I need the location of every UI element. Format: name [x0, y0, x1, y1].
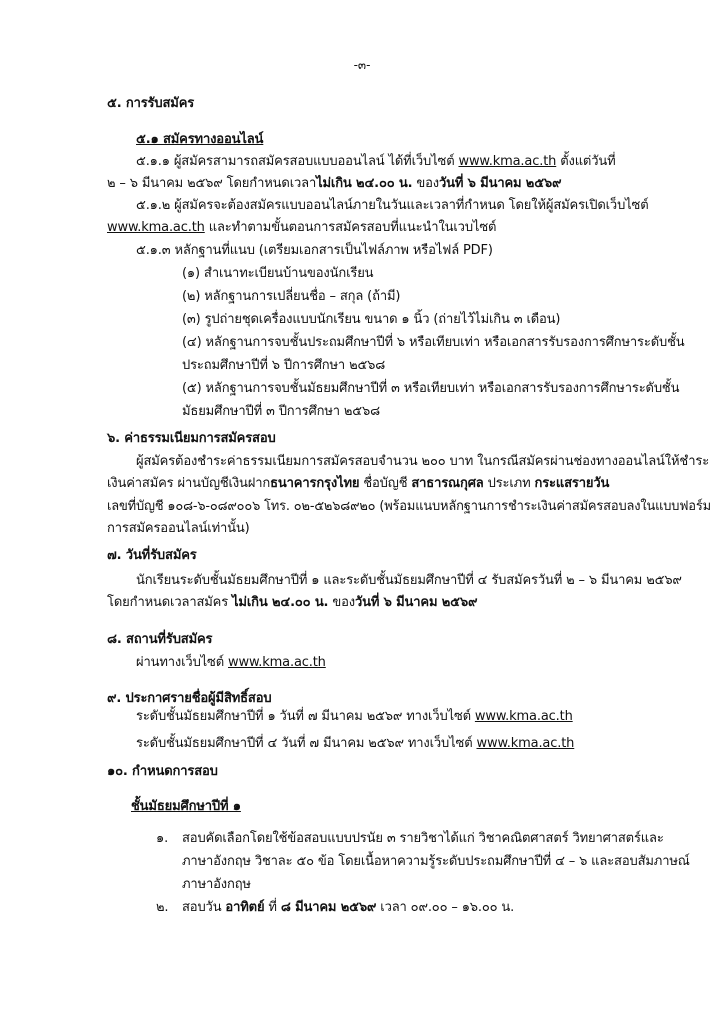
exam-time: เวลา ๐๙.๐๐ – ๑๖.๐๐ น.: [376, 900, 515, 915]
website-link[interactable]: www.kma.ac.th: [228, 655, 326, 670]
exam-item-1-cont-2: ภาษาอังกฤษ: [182, 877, 251, 892]
fee-line-3: เลขที่บัญชี ๑๐๘-๖-๐๘๙๐๐๖ โทร. ๐๒-๕๒๖๘๙๒๐ (พร้อมแนบหลักฐานการชำระเงินค่าสมัครสอบลงในแบบฟอร์ม: [107, 499, 711, 514]
announce-line-1: [136, 708, 573, 725]
item-5-1-1-text-end: ตั้งแต่วันที่: [556, 154, 616, 169]
website-link[interactable]: www.kma.ac.th: [476, 736, 575, 751]
doc-4: (๔) หลักฐานการจบชั้นประถมศึกษาปีที่ ๖ หรือเทียบเท่า หรือเอกสารรับรองการศึกษาระดับชั้น: [182, 335, 685, 350]
exam-item-1: สอบคัดเลือกโดยใช้ข้อสอบแบบปรนัย ๓ รายวิชาได้แก่ วิชาคณิตศาสตร์ วิทยาศาสตร์และ: [182, 831, 664, 846]
exam-item-1-number: ๑.: [156, 831, 169, 846]
section-5-heading: ๕. การรับสมัคร: [107, 96, 195, 111]
apply-date-line-2: [107, 594, 477, 611]
section-5-1-heading: ๕.๑ สมัครทางออนไลน์: [136, 132, 264, 147]
deadline-date: วันที่ ๖ มีนาคม ๒๕๖๙: [439, 176, 562, 191]
exam-date: ๘ มีนาคม ๒๕๖๙: [280, 900, 377, 915]
exam-item-2: [182, 899, 514, 916]
section-9-heading: ๙. ประกาศรายชื่อผู้มีสิทธิ์สอบ: [107, 691, 272, 706]
doc-5-cont: มัธยมศึกษาปีที่ ๓ ปีการศึกษา ๒๕๖๘: [182, 404, 380, 419]
account-name: สาธารณกุศล: [411, 476, 484, 491]
text: ของ: [412, 176, 439, 191]
website-link[interactable]: www.kma.ac.th: [458, 154, 557, 169]
page-number: -๓-: [353, 58, 371, 72]
website-link[interactable]: www.kma.ac.th: [474, 709, 573, 724]
text: ผ่านทางเว็บไซต์: [136, 655, 229, 670]
apply-place-line: [136, 654, 326, 671]
doc-4-cont: ประถมศึกษาปีที่ ๖ ปีการศึกษา ๒๕๖๘: [182, 358, 386, 373]
grade-7-heading: ชั้นมัธยมศึกษาปีที่ ๑: [131, 799, 241, 814]
item-5-1-2-cont: [107, 219, 496, 236]
text: เงินค่าสมัคร ผ่านบัญชีเงินฝาก: [107, 476, 271, 491]
section-6-heading: ๖. ค่าธรรมเนียมการสมัครสอบ: [107, 431, 276, 446]
fee-line-4: การสมัครออนไลน์เท่านั้น): [107, 521, 250, 536]
section-7-heading: ๗. วันที่รับสมัคร: [107, 548, 197, 563]
item-5-1-1: [136, 153, 616, 170]
doc-5: (๕) หลักฐานการจบชั้นมัธยมศึกษาปีที่ ๓ หรือเทียบเท่า หรือเอกสารรับรองการศึกษาระดับชั้น: [182, 381, 680, 396]
item-5-1-1-cont: [107, 175, 561, 192]
exam-item-2-number: ๒.: [156, 900, 169, 915]
text: ประเภท: [483, 476, 535, 491]
deadline-time: ไม่เกิน ๒๔.๐๐ น.: [232, 595, 329, 610]
fee-line-2: [107, 475, 609, 492]
text: สอบวัน: [182, 900, 226, 915]
text: โดยกำหนดเวลาสมัคร: [107, 595, 233, 610]
text: ที่: [264, 900, 281, 915]
section-10-heading: ๑๐. กำหนดการสอบ: [107, 764, 218, 779]
item-5-1-3: ๕.๑.๓ หลักฐานที่แนบ (เตรียมเอกสารเป็นไฟล์ภาพ หรือไฟล์ PDF): [136, 243, 493, 258]
item-5-1-2: ๕.๑.๒ ผู้สมัครจะต้องสมัครแบบออนไลน์ภายในวันและเวลาที่กำหนด โดยให้ผู้สมัครเปิดเว็บไซต์: [136, 198, 649, 213]
doc-1: (๑) สำเนาทะเบียนบ้านของนักเรียน: [182, 266, 374, 281]
text: ระดับชั้นมัธยมศึกษาปีที่ ๔ วันที่ ๗ มีนาคม ๒๕๖๙ ทางเว็บไซต์: [136, 736, 477, 751]
doc-2: (๒) หลักฐานการเปลี่ยนชื่อ – สกุล (ถ้ามี): [182, 289, 401, 304]
text: ของ: [328, 595, 355, 610]
doc-3: (๓) รูปถ่ายชุดเครื่องแบบนักเรียน ขนาด ๑ นิ้ว (ถ่ายไว้ไม่เกิน ๓ เดือน): [182, 312, 561, 327]
deadline-time: ไม่เกิน ๒๔.๐๐ น.: [316, 176, 413, 191]
item-5-1-1-text: ๕.๑.๑ ผู้สมัครสามารถสมัครสอบแบบออนไลน์ ได้ที่เว็บไซต์: [136, 154, 459, 169]
text: ๒ – ๖ มีนาคม ๒๕๖๙ โดยกำหนดเวลา: [107, 176, 317, 191]
text: ชื่อบัญชี: [359, 476, 412, 491]
text: และทำตามขั้นตอนการสมัครสอบที่แนะนำในเวบไซต์: [204, 220, 497, 235]
account-type: กระแสรายวัน: [534, 476, 610, 491]
website-link[interactable]: www.kma.ac.th: [107, 220, 205, 235]
section-8-heading: ๘. สถานที่รับสมัคร: [107, 632, 213, 647]
exam-day: อาทิตย์: [225, 900, 265, 915]
announce-line-2: [136, 735, 574, 752]
apply-date-line-1: นักเรียนระดับชั้นมัธยมศึกษาปีที่ ๑ และระดับชั้นมัธยมศึกษาปีที่ ๔ รับสมัครวันที่ ๒ – ๖ มีนาคม ๒๕๖๙: [136, 573, 682, 588]
fee-line-1: ผู้สมัครต้องชำระค่าธรรมเนียมการสมัครสอบจำนวน ๒๐๐ บาท ในกรณีสมัครผ่านช่องทางออนไลน์ให้ชำระ: [136, 454, 710, 469]
bank-name: ธนาคารกรุงไทย: [270, 476, 360, 491]
deadline-date: วันที่ ๖ มีนาคม ๒๕๖๙: [354, 595, 478, 610]
text: ระดับชั้นมัธยมศึกษาปีที่ ๑ วันที่ ๗ มีนาคม ๒๕๖๙ ทางเว็บไซต์: [136, 709, 475, 724]
exam-item-1-cont: ภาษาอังกฤษ วิชาละ ๕๐ ข้อ โดยเนื้อหาความรู้ระดับประถมศึกษาปีที่ ๔ – ๖ และสอบสัมภาษณ์: [182, 854, 690, 869]
